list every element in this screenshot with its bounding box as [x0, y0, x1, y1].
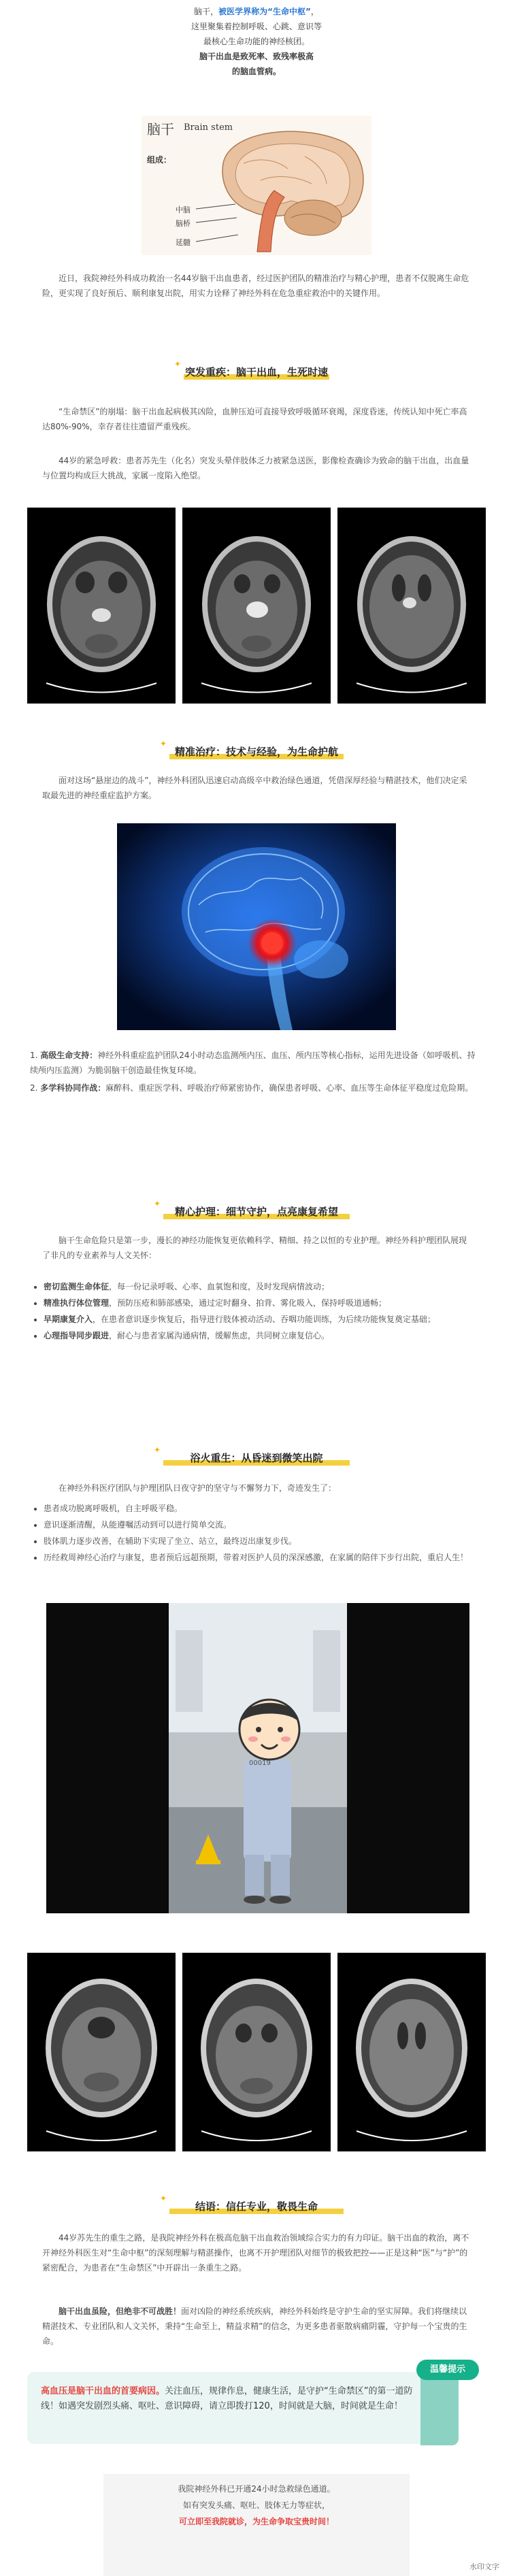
intro-line-2: 这里聚集着控制呼吸、心跳、意识等	[191, 22, 322, 31]
discharge-photo	[46, 1603, 469, 1913]
section1-paragraph-2: 44岁的紧急呼救：患者苏先生（化名）突发头晕伴肢体乏力被紧急送医，影像检查确诊为致命的脑干出血，出血量与位置均构成巨大挑战，家属一度陷入绝望。	[42, 456, 469, 480]
intro-line-1-post: ，	[310, 7, 319, 16]
section2-item-1-num: 1.	[30, 1051, 38, 1060]
section2-item-2-lead: 多学科协同作战：	[40, 1083, 106, 1093]
section2-item-1	[30, 1048, 479, 1078]
discharge-photo-image	[46, 1603, 469, 1913]
section4-item-1: • 患者成功脱离呼吸机，自主呼吸平稳。	[44, 1501, 486, 1516]
intro-line-1-pre: 脑干，	[194, 7, 219, 16]
ct-scan-2	[182, 508, 331, 704]
ct-scan-3-image	[337, 508, 486, 704]
section3-item-4-text: ，耐心与患者家属沟通病情，缓解焦虑，共同树立康复信心。	[109, 1331, 330, 1340]
section5-paragraph-2-lead: 脑干出血虽险，但绝非不可战胜！	[59, 2307, 182, 2316]
section4-paragraph-1: 在神经外科医疗团队与护理团队日夜守护的坚守与不懈努力下，奇迹发生了：	[59, 1483, 337, 1493]
section2-item-2-num: 2.	[30, 1083, 38, 1093]
section3-item-1-lead: 密切监测生命体征	[44, 1282, 110, 1291]
tip-badge-label: 温馨提示	[429, 2364, 465, 2375]
footer-line-1: 我院神经外科已开通24小时急救绿色通道。	[178, 2484, 335, 2494]
intro-paragraph: 近日，我院神经外科成功救治一名44岁脑干出血患者，经过医护团队的精准治疗与精心护理，患者不仅脱离生命危险，更实现了良好预后、顺利康复出院，用实力诠释了神经外科在危急重症救治中的关键作用。	[42, 274, 469, 298]
section4-item-4: • 历经救周神经心治疗与康复，患者预后远超预期，带着对医护人员的深深感激，在家属的陪伴下步行出院，重启人生！	[44, 1550, 486, 1565]
intro-block	[0, 4, 513, 79]
intro-line-1	[0, 4, 513, 19]
section2-item-2-text: 麻醉科、重症医学科、呼吸治疗师紧密协作，确保患者呼吸、心率、血压等生命体征平稳度过危险期。	[105, 1083, 474, 1093]
tip-box	[27, 2372, 453, 2444]
section3-item-2-lead: 精准执行体位管理	[44, 1298, 110, 1308]
ct-scan-3	[337, 508, 486, 704]
section3-title: 精心护理：细节守护，点亮康复希望	[174, 1206, 338, 1218]
brain-glow-image	[117, 823, 396, 1030]
footer-line-2: 如有突发头痛、呕吐、肢体无力等症状，	[182, 2500, 330, 2510]
brain-illustration	[142, 116, 371, 255]
section3-item-1	[44, 1279, 486, 1294]
diagram-title-en: Brain stem	[184, 122, 233, 133]
section4-list	[30, 1501, 486, 1566]
tip-box-accent	[420, 2369, 459, 2445]
section4-heading	[154, 1445, 350, 1465]
section5-paragraph-2	[42, 2304, 471, 2349]
section3-item-2	[44, 1295, 486, 1310]
sparkle-icon: ✦	[160, 2194, 167, 2203]
section2-list	[30, 1048, 479, 1095]
section4-item-3: • 肢体肌力逐步改善，在辅助下实现了坐立、站立，最终迈出康复步伐。	[44, 1534, 486, 1549]
section3-item-4	[44, 1328, 486, 1343]
diagram-label-group: 组成：	[147, 155, 172, 165]
section3-list	[30, 1279, 486, 1344]
section1-title: 突发重疾：脑干出血，生死时速	[184, 366, 328, 378]
section3-item-4-lead: 心理指导同步跟进	[44, 1331, 110, 1340]
section3-item-3-text: ，在患者意识逐步恢复后，指导进行肢体被动活动、吞咽功能训练，为后续功能恢复奠定基础；	[93, 1315, 436, 1324]
ct-scan-2-image	[182, 508, 331, 704]
tip-lead: 高血压是脑干出血的首要病因。	[41, 2386, 165, 2396]
section2-title: 精准治疗：技术与经验，为生命护航	[174, 746, 338, 758]
sparkle-icon: ✦	[154, 1199, 161, 1208]
sparkle-icon: ✦	[174, 359, 182, 369]
section2-item-1-lead: 高级生命支持：	[40, 1051, 98, 1060]
ct-scan-6	[337, 1953, 486, 2151]
section1-paragraph-1: “生命禁区”的崩塌：脑干出血起病极其凶险，血肿压迫可直接导致呼吸循环衰竭，深度昏迷，传统认知中死亡率高达80%-90%，幸存者往往遗留严重残疾。	[42, 407, 467, 431]
diagram-label-midbrain: 中脑	[176, 205, 191, 214]
intro-line-5: 的脑血管病。	[231, 67, 281, 76]
section5-paragraph-1: 44岁苏先生的重生之路，是我院神经外科在极高危脑干出血救治领域综合实力的有力印证。脑干出血的救治，离不开神经外科医生对“生命中枢”的深刻理解与精湛操作，也离不开护理团队对细节的极致把控——正是这种“医”与“护”的紧密配合，为患者在“生命禁区”中开辟出一条重生之路。	[42, 2233, 469, 2273]
section5-paragraph-2-text: 面对凶险的神经系统疾病，神经外科始终是守护生命的坚实屏障。我们将继续以精湛技术、专业团队和人文关怀，秉持“生命至上，精益求精”的信念，为更多患者驱散病痛阴霾，守护每一个宝贵的生命。	[42, 2307, 467, 2346]
ct-scan-5	[182, 1953, 331, 2151]
diagram-title: 脑干	[147, 121, 174, 137]
section3-item-2-text: ，预防压疮和肺部感染，通过定时翻身、拍背、雾化吸入，保持呼吸道通畅；	[109, 1298, 387, 1308]
section4-item-2: • 意识逐渐清醒，从能遵嘱活动到可以进行简单交流。	[44, 1517, 486, 1532]
intro-line-4: 脑干出血是致死率、致残率极高	[199, 52, 314, 61]
diagram-label-pons: 脑桥	[176, 219, 191, 228]
ct-scan-5-image	[182, 1953, 331, 2151]
section3-item-1-text: ，每一份记录呼吸、心率、血氧饱和度，及时发现病情波动；	[109, 1282, 330, 1291]
section2-paragraph-1: 面对这场“悬崖边的战斗”，神经外科团队迅速启动高级卒中救治绿色通道，凭借深厚经验与精湛技术，他们决定采取最先进的神经重症监护方案。	[42, 776, 467, 800]
tip-text: 关注血压，规律作息，健康生活，是守护“生命禁区”的第一道防线！如遇突发剧烈头痛、呕吐、意识障碍，请立即拨打120，时间就是大脑，时间就是生命！	[41, 2386, 413, 2411]
ct-scan-6-image	[337, 1953, 486, 2151]
section3-item-3-lead: 早期康复介入	[44, 1315, 93, 1324]
section2-heading	[160, 739, 344, 759]
ct-scan-4-image	[27, 1953, 176, 2151]
sparkle-icon: ✦	[154, 1445, 161, 1455]
section3-heading	[154, 1199, 350, 1219]
section3-item-3	[44, 1312, 486, 1327]
tip-badge	[416, 2360, 479, 2380]
ct-scan-4	[27, 1953, 176, 2151]
footer-block	[103, 2474, 410, 2576]
section5-heading	[160, 2194, 344, 2213]
section3-paragraph-1: 脑干生命危险只是第一步，漫长的神经功能恢复更依赖科学、精细、持之以恒的专业护理。神经外科护理团队展现了非凡的专业素养与人文关怀：	[42, 1236, 467, 1260]
tip-content	[41, 2384, 422, 2414]
brainstem-diagram	[142, 116, 371, 255]
section2-item-1-text: 神经外科重症监护团队24小时动态监测颅内压、血压、颅内压等核心指标，运用先进设备（如呼吸机、持续颅内压监测）为脆弱脑干创造最佳恢复环境。	[30, 1051, 476, 1075]
sparkle-icon: ✦	[160, 739, 167, 748]
section1-heading	[174, 359, 329, 379]
photo-watermark-number: 00019	[249, 1760, 271, 1767]
section4-title: 浴火重生：从昏迷到微笑出院	[190, 1452, 323, 1464]
diagram-label-medulla: 延髓	[176, 238, 191, 247]
section2-item-2	[30, 1080, 479, 1095]
ct-scan-1	[27, 508, 176, 704]
ct-scan-1-image	[27, 508, 176, 704]
brain-glow-illustration	[117, 823, 396, 1030]
section5-title: 结语：信任专业，敬畏生命	[195, 2200, 318, 2213]
corner-watermark-text: 水印文字	[469, 2562, 499, 2571]
intro-line-3: 最核心生命功能的神经核团。	[203, 37, 310, 46]
intro-highlight: 被医学界称为“生命中枢”	[218, 7, 311, 16]
footer-line-3: 可立即至我院就诊，为生命争取宝贵时间！	[178, 2517, 334, 2526]
